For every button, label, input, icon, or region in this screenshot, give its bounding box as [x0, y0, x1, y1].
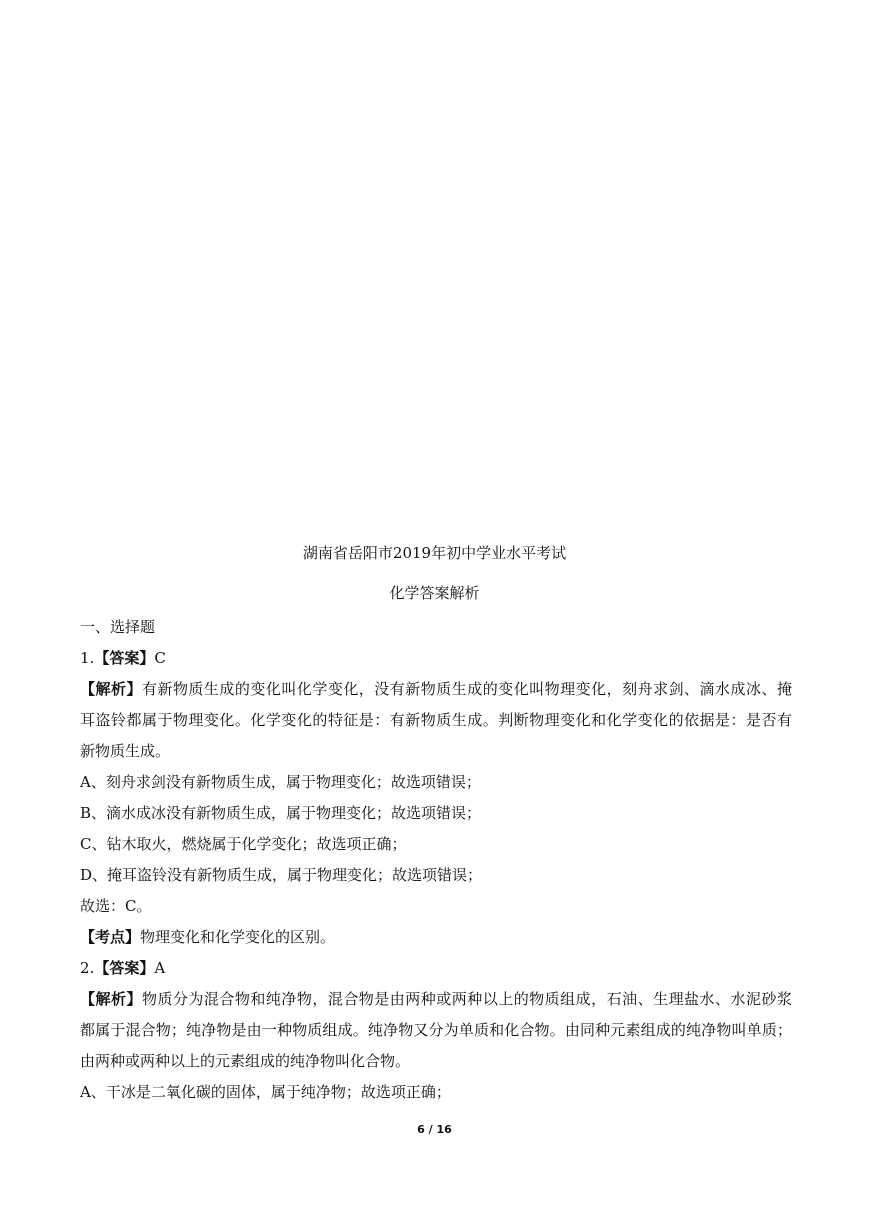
q1-analysis-tag: 【解析】 [80, 680, 142, 698]
q2-analysis-text-1: 物质分为混合物和纯净物，混合物是由两种或两种以上的物质组成，石油、生理盐水、水泥砂浆 [141, 990, 792, 1008]
page-number: 6 / 16 [417, 1123, 452, 1136]
q1-option-c: C、钻木取火，燃烧属于化学变化；故选项正确； [80, 835, 407, 853]
q1-kaodian-tag: 【考点】 [80, 928, 141, 946]
q2-analysis-line-1 [80, 984, 792, 1015]
q1-analysis-text-1: 有新物质生成的变化叫化学变化，没有新物质生成的变化叫物理变化，刻舟求剑、滴水成冰、掩 [141, 680, 792, 698]
q1-kaodian-text: 物理变化和化学变化的区别。 [140, 928, 336, 946]
q1-kaodian [80, 922, 792, 953]
q2-analysis-tag: 【解析】 [80, 990, 142, 1008]
q2-answer-tag: 【答案】 [94, 959, 155, 977]
q2-option-a: A、干冰是二氧化碳的固体，属于纯净物；故选项正确； [80, 1083, 451, 1101]
q1-choice: 故选：C。 [80, 897, 152, 915]
q1-answer-number: 1. [80, 649, 95, 667]
q2-analysis-line-3: 由两种或两种以上的元素组成的纯净物叫化合物。 [80, 1052, 411, 1070]
document-subtitle: 化学答案解析 [389, 584, 480, 602]
q1-analysis-line-2: 耳盗铃都属于物理变化。化学变化的特征是：有新物质生成。判断物理变化和化学变化的依据是：是否有 [80, 711, 792, 729]
q2-analysis-line-2: 都属于混合物；纯净物是由一种物质组成。纯净物又分为单质和化合物。由同种元素组成的纯净物叫单质； [80, 1021, 792, 1039]
section-heading: 一、选择题 [80, 618, 156, 636]
q2-answer-value: A [154, 959, 166, 977]
q1-analysis-line-3: 新物质生成。 [80, 742, 171, 760]
q1-analysis-line-1 [80, 674, 792, 705]
document-body [80, 612, 792, 1108]
document-title: 湖南省岳阳市2019年初中学业水平考试 [302, 544, 567, 562]
q1-answer-value: C [154, 649, 166, 667]
q1-answer [80, 643, 792, 674]
q1-option-b: B、滴水成冰没有新物质生成，属于物理变化；故选项错误； [80, 804, 482, 822]
q1-option-d: D、掩耳盗铃没有新物质生成，属于物理变化；故选项错误； [80, 866, 483, 884]
q2-answer-number: 2. [80, 959, 95, 977]
q2-answer [80, 953, 792, 984]
q1-answer-tag: 【答案】 [94, 649, 155, 667]
q1-option-a: A、刻舟求剑没有新物质生成，属于物理变化；故选项错误； [80, 773, 481, 791]
